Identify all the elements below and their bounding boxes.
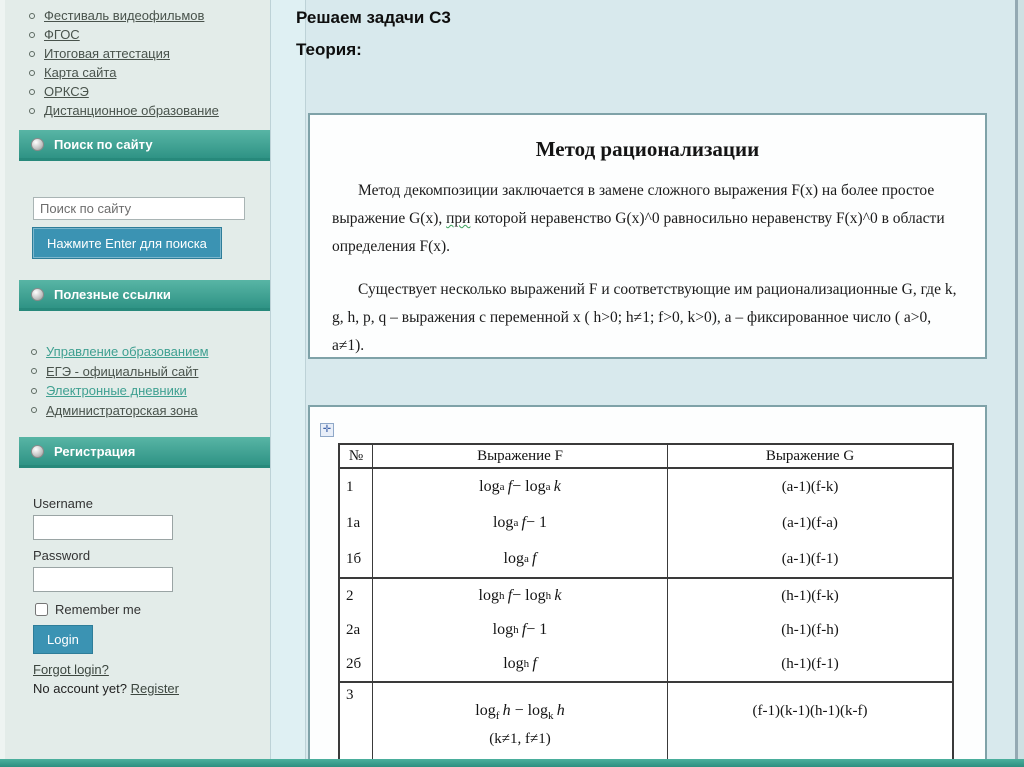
ring-bullet-icon — [31, 407, 37, 413]
sidebar-item-attestation[interactable] — [29, 44, 219, 63]
ring-bullet-icon — [31, 349, 37, 355]
expression-g: (a-1)(f-1) — [781, 550, 839, 567]
search-input[interactable] — [33, 197, 245, 220]
page-title: Решаем задачи С3 — [296, 8, 451, 27]
username-label: Username — [33, 496, 93, 511]
expression-f: log a f — [503, 550, 537, 567]
no-account-text: No account yet? — [33, 681, 127, 696]
page-right-edge — [1015, 0, 1024, 767]
row-number: 2 — [346, 587, 354, 604]
login-button[interactable]: Login — [33, 625, 93, 654]
section-header-search — [19, 130, 273, 161]
sidebar-link-label[interactable]: ФГОС — [44, 27, 80, 42]
expression-g: (h-1)(f-h) — [781, 621, 839, 638]
sidebar-item-sitemap[interactable] — [29, 63, 219, 82]
remember-me-label: Remember me — [55, 602, 141, 617]
section-subtitle: Теория: — [296, 40, 362, 59]
row-number: 1 — [346, 478, 354, 495]
table-row-group-2 — [340, 579, 952, 683]
sidebar-link-label[interactable]: Электронные дневники — [46, 383, 187, 399]
expression-g: (h-1)(f-k) — [781, 587, 839, 604]
sidebar-link-label[interactable]: ОРКСЭ — [44, 84, 89, 99]
row-number: 1б — [346, 550, 362, 567]
register-line — [33, 681, 253, 696]
section-header-label: Поиск по сайту — [54, 136, 153, 152]
ring-bullet-icon — [29, 51, 35, 57]
bottom-accent-bar — [0, 759, 1024, 767]
expression-g: (a-1)(f-a) — [782, 514, 838, 531]
table-move-icon[interactable]: ✛ — [320, 423, 334, 437]
sphere-bullet-icon — [31, 138, 44, 151]
sphere-bullet-icon — [31, 445, 44, 458]
table-row-group-1 — [340, 469, 952, 579]
table-header-row — [340, 445, 952, 469]
username-field[interactable] — [33, 515, 173, 540]
expression-g: (h-1)(f-1) — [781, 655, 839, 672]
sidebar-link-label[interactable]: ЕГЭ - официальный сайт — [46, 363, 199, 379]
expression-f-condition: (k≠1, f≠1) — [489, 731, 551, 748]
sidebar — [0, 0, 270, 767]
register-link[interactable]: Register — [130, 681, 179, 696]
ring-bullet-icon — [29, 32, 35, 38]
column-header-expression-f: Выражение F — [373, 445, 668, 467]
sidebar-item-ege-site[interactable] — [31, 362, 209, 382]
expression-f: log h f − 1 — [492, 621, 548, 638]
sidebar-content-divider — [270, 0, 306, 767]
row-number: 1а — [346, 514, 361, 531]
ring-bullet-icon — [29, 89, 35, 95]
theory-panel — [308, 113, 987, 359]
ring-bullet-icon — [31, 368, 37, 374]
rationalization-table — [338, 443, 954, 767]
expression-f: log a f − 1 — [492, 514, 548, 531]
expression-g: (f-1)(k-1)(h-1)(k-f) — [752, 703, 868, 719]
section-header-registration — [19, 437, 273, 468]
sphere-bullet-icon — [31, 288, 44, 301]
row-number: 3 — [340, 683, 373, 765]
row-number: 2а — [346, 621, 361, 638]
expression-f: log a f − log a k — [479, 478, 561, 495]
password-field[interactable] — [33, 567, 173, 592]
column-header-expression-g: Выражение G — [765, 447, 855, 464]
ring-bullet-icon — [29, 13, 35, 19]
column-header-number: № — [340, 445, 373, 467]
sidebar-link-label[interactable]: Администраторская зона — [46, 402, 198, 418]
section-header-useful-links — [19, 280, 273, 311]
theory-paragraph-2: Существует несколько выражений F и соответствующие им рационализационные G, где k, g, h, p, q – выражения с переменной x ( h>0; h≠1; f>0, k>0), a – фиксированное число ( a>0, a≠1). — [332, 281, 957, 354]
remember-me-checkbox[interactable] — [35, 603, 48, 616]
ring-bullet-icon — [29, 70, 35, 76]
search-submit-button[interactable]: Нажмите Enter для поиска — [33, 228, 221, 258]
sidebar-item-fgos[interactable] — [29, 25, 219, 44]
sidebar-link-label[interactable]: Итоговая аттестация — [44, 46, 170, 61]
theory-title: Метод рационализации — [535, 137, 760, 161]
ring-bullet-icon — [31, 388, 37, 394]
sidebar-item-distance-edu[interactable] — [29, 101, 219, 120]
sidebar-item-festival[interactable] — [29, 6, 219, 25]
useful-links-list — [31, 342, 209, 420]
sidebar-link-label[interactable]: Карта сайта — [44, 65, 117, 80]
sidebar-item-e-diaries[interactable] — [31, 381, 209, 401]
sidebar-link-label[interactable]: Фестиваль видеофильмов — [44, 8, 205, 23]
theory-paragraph-1: Метод декомпозиции заключается в замене сложного выражения F(x) на более простое выражение G(x), при которой неравенство G(x)^0 равносильно неравенству F(x)^0 в области определения F(x). — [332, 182, 945, 255]
sidebar-item-admin-zone[interactable] — [31, 401, 209, 421]
sidebar-link-label[interactable]: Управление образованием — [46, 344, 209, 360]
sidebar-top-links — [29, 6, 219, 120]
sidebar-item-edu-management[interactable] — [31, 342, 209, 362]
table-panel — [308, 405, 987, 767]
section-header-label: Полезные ссылки — [54, 286, 171, 302]
row-number: 2б — [346, 655, 362, 672]
table-row-group-3 — [340, 683, 952, 765]
ring-bullet-icon — [29, 108, 35, 114]
expression-f: log h f — [503, 655, 537, 672]
sidebar-link-label[interactable]: Дистанционное образование — [44, 103, 219, 118]
expression-g: (a-1)(f-k) — [781, 478, 839, 495]
expression-f: log h f − log h k — [478, 587, 562, 604]
section-header-label: Регистрация — [54, 443, 136, 459]
expression-f: $\log_f h - \log_k h$ — [475, 702, 565, 723]
sidebar-item-orkse[interactable] — [29, 82, 219, 101]
password-label: Password — [33, 548, 91, 563]
login-form — [33, 496, 253, 696]
forgot-login-link[interactable]: Forgot login? — [33, 662, 109, 677]
